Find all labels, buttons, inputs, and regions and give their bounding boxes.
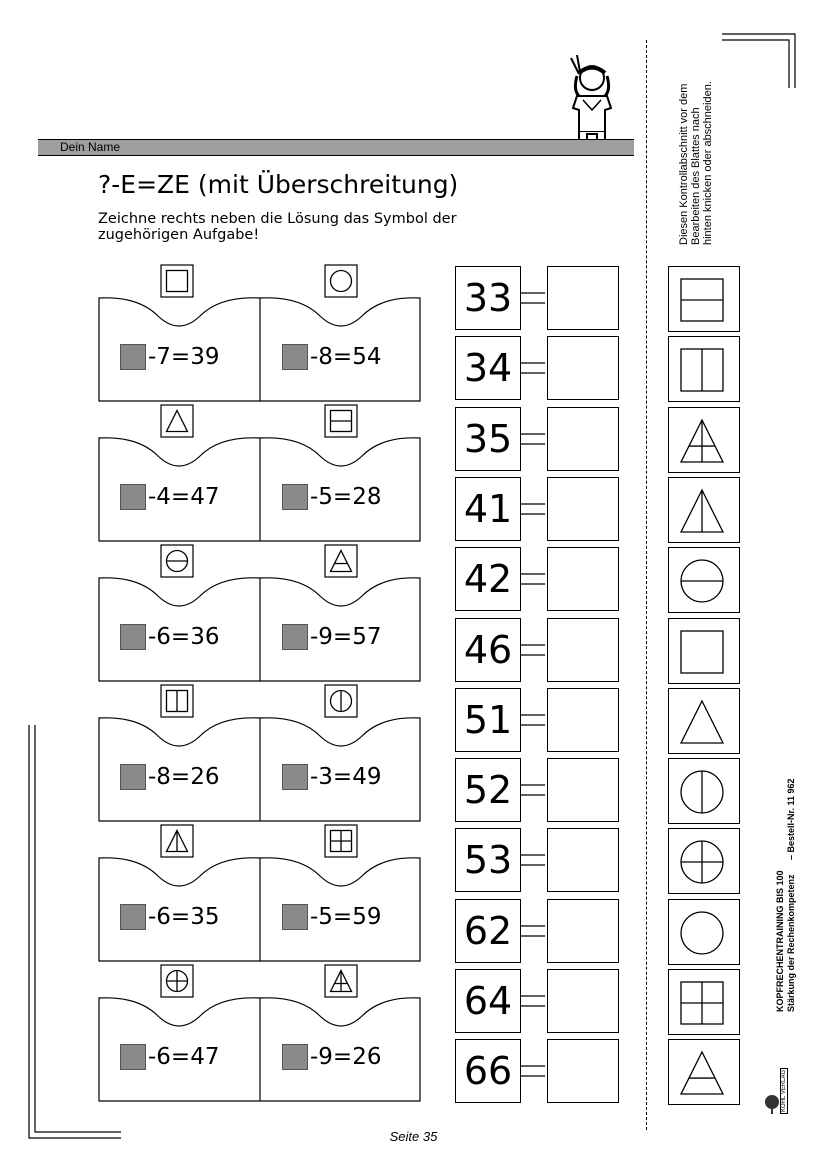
task-equation: -8=54	[310, 344, 382, 370]
circle-cross-icon	[672, 832, 736, 892]
placeholder-square	[120, 904, 146, 930]
placeholder-square	[282, 1044, 308, 1070]
square-split-vertical-icon	[672, 340, 736, 400]
task-equation: -6=35	[148, 904, 220, 930]
name-label: Dein Name	[60, 140, 121, 154]
task-expression	[120, 623, 219, 651]
control-solution-box	[668, 688, 740, 754]
task-symbol-tab	[160, 544, 192, 576]
control-solution-box	[668, 477, 740, 543]
task-expression	[282, 623, 381, 651]
task-symbol-tab	[160, 684, 192, 716]
answer-number: 41	[455, 477, 521, 541]
task-card	[98, 716, 260, 822]
publisher-logo	[762, 1068, 792, 1116]
answer-drawing-box[interactable]	[547, 336, 619, 400]
instruction-text: Zeichne rechts neben die Lösung das Symbol der zugehörigen Aufgabe!	[98, 211, 457, 243]
answer-number: 52	[455, 758, 521, 822]
task-equation: -8=26	[148, 764, 220, 790]
connector-lines	[521, 923, 545, 939]
answer-drawing-box[interactable]	[547, 899, 619, 963]
control-solution-box	[668, 828, 740, 894]
connector-lines	[521, 782, 545, 798]
task-symbol-tab	[324, 404, 356, 436]
answer-drawing-box[interactable]	[547, 969, 619, 1033]
task-card	[260, 856, 422, 962]
task-expression	[282, 903, 381, 931]
task-expression	[120, 343, 219, 371]
task-symbol-tab	[160, 964, 192, 996]
square-icon	[672, 622, 736, 682]
frame-corner-top-right	[700, 30, 800, 90]
placeholder-square	[282, 344, 308, 370]
page-number: Seite 35	[389, 1129, 438, 1144]
order-number: – Bestell-Nr. 11 962	[786, 778, 796, 860]
task-card	[98, 996, 260, 1102]
task-card	[260, 576, 422, 682]
answer-number: 62	[455, 899, 521, 963]
placeholder-square	[120, 344, 146, 370]
placeholder-square	[282, 904, 308, 930]
connector-lines	[521, 852, 545, 868]
task-card	[260, 996, 422, 1102]
task-symbol-tab	[324, 684, 356, 716]
product-line-2: Stärkung der Rechenkompetenz	[786, 874, 796, 1012]
placeholder-square	[120, 484, 146, 510]
answer-number: 33	[455, 266, 521, 330]
control-solution-box	[668, 336, 740, 402]
answer-drawing-box[interactable]	[547, 758, 619, 822]
placeholder-square	[120, 1044, 146, 1070]
task-equation: -7=39	[148, 344, 220, 370]
control-solution-box	[668, 1039, 740, 1105]
task-expression	[282, 1043, 381, 1071]
triangle-icon	[672, 692, 736, 752]
answer-drawing-box[interactable]	[547, 266, 619, 330]
task-equation: -3=49	[310, 764, 382, 790]
answer-drawing-box[interactable]	[547, 828, 619, 892]
task-expression	[282, 763, 381, 791]
connector-lines	[521, 571, 545, 587]
publisher-name: KOHL VERLAG	[781, 1069, 787, 1112]
task-card	[260, 716, 422, 822]
name-bar	[38, 139, 634, 156]
task-equation: -5=59	[310, 904, 382, 930]
task-expression	[282, 483, 381, 511]
task-equation: -6=47	[148, 1044, 220, 1070]
answer-number: 66	[455, 1039, 521, 1103]
placeholder-square	[282, 484, 308, 510]
answer-number: 46	[455, 618, 521, 682]
triangle-cross-icon	[672, 411, 736, 471]
circle-split-horizontal-icon	[672, 551, 736, 611]
task-card	[98, 436, 260, 542]
answer-drawing-box[interactable]	[547, 1039, 619, 1103]
placeholder-square	[120, 764, 146, 790]
connector-lines	[521, 360, 545, 376]
task-expression	[120, 483, 219, 511]
answer-number: 64	[455, 969, 521, 1033]
task-card	[98, 576, 260, 682]
control-solution-box	[668, 758, 740, 824]
connector-lines	[521, 712, 545, 728]
page-title: ?-E=ZE (mit Überschreitung)	[98, 170, 459, 199]
answer-drawing-box[interactable]	[547, 688, 619, 752]
task-card	[98, 856, 260, 962]
task-card	[260, 436, 422, 542]
task-symbol-tab	[324, 264, 356, 296]
answer-number: 35	[455, 407, 521, 471]
connector-lines	[521, 290, 545, 306]
circle-cross-icon	[167, 971, 188, 992]
answer-drawing-box[interactable]	[547, 547, 619, 611]
connector-lines	[521, 1063, 545, 1079]
task-symbol-tab	[324, 964, 356, 996]
task-expression	[120, 903, 219, 931]
placeholder-square	[282, 764, 308, 790]
task-equation: -4=47	[148, 484, 220, 510]
task-equation: -9=57	[310, 624, 382, 650]
triangle-split-horizontal-icon	[672, 1043, 736, 1103]
task-expression	[120, 1043, 219, 1071]
answer-number: 34	[455, 336, 521, 400]
square-split-horizontal-icon	[672, 270, 736, 330]
control-solution-box	[668, 899, 740, 965]
placeholder-square	[120, 624, 146, 650]
answer-number: 53	[455, 828, 521, 892]
task-symbol-tab	[324, 824, 356, 856]
task-expression	[120, 763, 219, 791]
task-symbol-tab	[160, 824, 192, 856]
connector-lines	[521, 642, 545, 658]
triangle-split-vertical-icon	[672, 481, 736, 541]
square-cross-icon	[672, 973, 736, 1033]
task-equation: -6=36	[148, 624, 220, 650]
task-equation: -5=28	[310, 484, 382, 510]
connector-lines	[521, 501, 545, 517]
answer-number: 51	[455, 688, 521, 752]
control-solution-box	[668, 407, 740, 473]
answer-number: 42	[455, 547, 521, 611]
answer-drawing-box[interactable]	[547, 618, 619, 682]
task-card	[98, 296, 260, 402]
circle-icon	[672, 903, 736, 963]
task-expression	[282, 343, 381, 371]
task-symbol-tab	[324, 544, 356, 576]
circle-split-vertical-icon	[672, 762, 736, 822]
task-symbol-tab	[160, 404, 192, 436]
control-note: Diesen Kontrollabschnitt vor dem Bearbeiten des Blattes nach hinten knicken oder abschneiden.	[678, 81, 714, 245]
answer-drawing-box[interactable]	[547, 477, 619, 541]
product-line-1: KOPFRECHENTRAINING BIS 100	[775, 870, 785, 1012]
control-solution-box	[668, 547, 740, 613]
control-solution-box	[668, 618, 740, 684]
control-solution-box	[668, 969, 740, 1035]
task-card	[260, 296, 422, 402]
task-symbol-tab	[160, 264, 192, 296]
fold-line	[646, 40, 647, 1130]
control-solution-box	[668, 266, 740, 332]
answer-drawing-box[interactable]	[547, 407, 619, 471]
connector-lines	[521, 993, 545, 1009]
placeholder-square	[282, 624, 308, 650]
connector-lines	[521, 431, 545, 447]
task-equation: -9=26	[310, 1044, 382, 1070]
